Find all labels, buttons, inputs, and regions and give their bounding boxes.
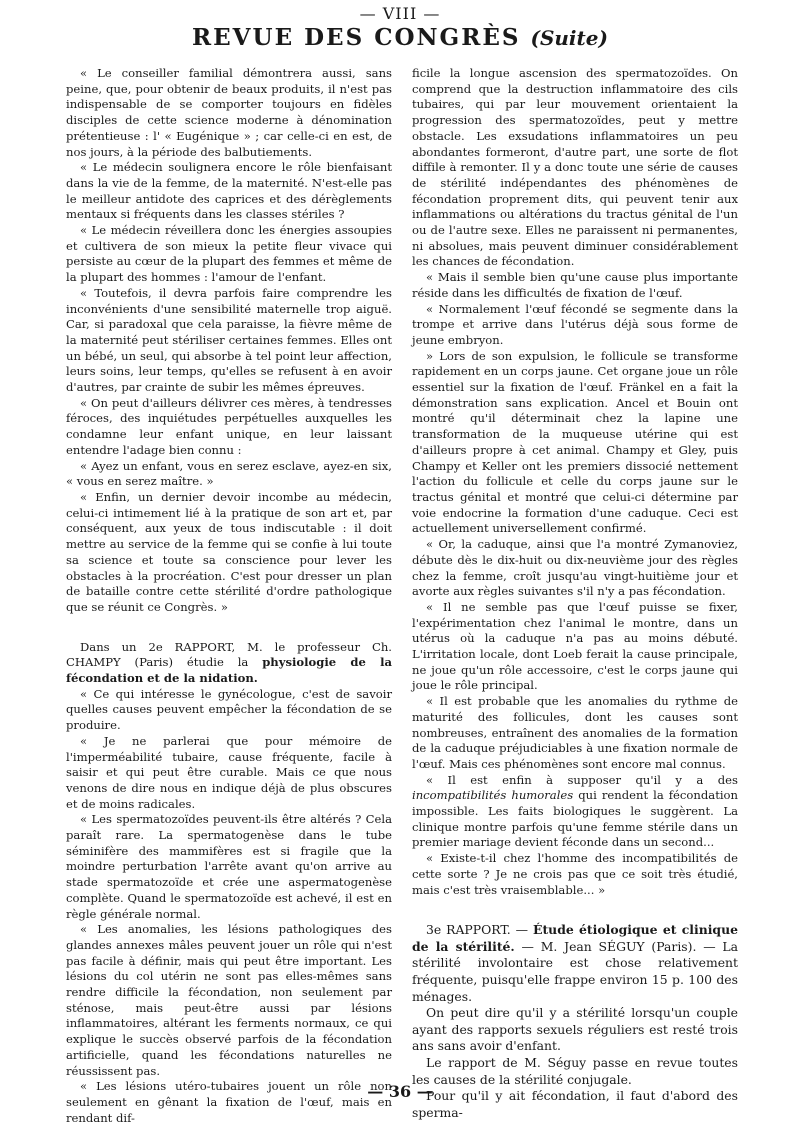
right-paragraph-9: « Existe-t-il chez l'homme des incompatibilités de cette sorte ? Je ne crois pas que ce soit très étudié, mais c'est très vraisemblable... »	[412, 851, 738, 897]
right-paragraph-11: On peut dire qu'il y a stérilité lorsqu'un couple ayant des rapports sexuels réguliers est resté trois ans sans avoir d'enfant.	[412, 1005, 738, 1054]
humoral-term: incompatibilités humorales	[412, 788, 574, 803]
left-paragraph-2: « Le médecin soulignera encore le rôle bienfaisant dans la vie de la femme, de la maternité. N'est-elle pas le meilleur antidote des caprices et des dérèglements mentaux si fréquents dans les classes stériles ?	[66, 160, 392, 222]
page-roman-numeral: — VIII —	[359, 4, 441, 23]
page-title	[0, 24, 800, 51]
second-report-intro	[66, 640, 392, 687]
left-paragraph-1: « Le conseiller familial démontrera aussi, sans peine, que, pour obtenir de beaux produits, il n'est pas indispensable de se comporter toujours en fidèles disciples de cette science moderne à dénomination prétentieuse : l' « Eugénique » ; car celle-ci en est, de nos jours, à la période des balbutiements.	[66, 66, 392, 159]
left-paragraph-5: « On peut d'ailleurs délivrer ces mères, à tendresses féroces, des inquiétudes perpétuelles auxquelles les condamne leur enfant unique, en leur laissant entendre l'adage bien connu :	[66, 395, 392, 457]
humoral-lead: « Il est enfin à supposer qu'il y a des	[426, 772, 738, 787]
third-report-topic: Étude étiologique et clinique de la stérilité.	[412, 922, 738, 954]
third-report-tail: — M. Jean SÉGUY (Paris). — La stérilité involontaire est chose relativement fréquente, puisqu'elle frappe environ 15 p. 100 des ménages.	[412, 938, 738, 1004]
right-paragraph-7: « Il est probable que les anomalies du rythme de maturité des follicules, dont les causes sont nombreuses, entraînent des anomalies de la formation de la caduque préjudiciables à une fixation normale de l'œuf. Mais ces phénomènes sont encore mal connus.	[412, 694, 738, 771]
right-paragraph-1: ficile la longue ascension des spermatozoïdes. On comprend que la destruction inflammatoire des cils tubaires, qui par leur mouvement orientaient la progression des spermatozoïdes, peut y mettre obstacle. Les exsudations inflammatoires un peu abondantes formeront, d'autre part, une sorte de flot diffile à remonter. Il y a donc toute une série de causes de stérilité indépendantes des phénomènes de fécondation proprement dits, qui peuvent tenir aux inflammations ou altérations du tractus génital de l'un ou de l'autre sexe. Elles ne paraissent ni permanentes, ni absolues, mais peuvent diminuer considérablement les chances de fécondation.	[412, 66, 738, 269]
left-paragraph-12: « Les anomalies, les lésions pathologiques des glandes annexes mâles peuvent jouer un rôle qui n'est pas facile à définir, mais qui peut être important. Les lésions du col utérin ne sont pas elles-mêmes sans rendre difficile la fécondation, non seulement par sténose, mais peut-être aussi par lésions inflammatoires, altérant les ferments normaux, ce qui explique le succès observé parfois de la fécondation artificielle, quand les fécondations naturelles ne réussissent pas.	[66, 922, 392, 1078]
left-paragraph-3: « Le médecin réveillera donc les énergies assoupies et cultivera de son mieux la petite fleur vivace qui persiste au cœur de la plupart des femmes et même de la plupart des hommes : l'amour de l'enfant.	[66, 223, 392, 285]
page-number: — 36 —	[367, 1082, 433, 1101]
right-paragraph-6: « Il ne semble pas que l'œuf puisse se fixer, l'expérimentation chez l'animal le montre, dans un utérus où la caduque n'a pas au moins débuté. L'irritation locale, dont Loeb ferait la cause principale, ne joue qu'un rôle accessoire, c'est le corps jaune qui joue le rôle principal.	[412, 599, 738, 693]
right-column	[412, 66, 738, 1121]
right-paragraph-8	[412, 773, 738, 852]
right-paragraph-2: « Mais il semble bien qu'une cause plus importante réside dans les difficultés de fixation de l'œuf.	[412, 270, 738, 300]
second-report-topic: physiologie de la fécondation et de la nidation.	[66, 655, 393, 686]
right-paragraph-3: « Normalement l'œuf fécondé se segmente dans la trompe et arrive dans l'utérus déjà sous forme de jeune embryon.	[412, 301, 738, 347]
left-paragraph-6: « Ayez un enfant, vous en serez esclave, ayez-en six, « vous en serez maître. »	[66, 458, 392, 489]
humoral-tail: qui rendent la fécondation impossible. Les faits biologiques le suggèrent. La clinique montre parfois qu'une femme stérile dans un premier mariage devient féconde dans un second...	[412, 788, 739, 850]
third-report-lead: 3e RAPPORT. —	[426, 922, 529, 938]
left-paragraph-9: « Ce qui intéresse le gynécologue, c'est de savoir quelles causes peuvent empêcher la fécondation de se produire.	[66, 686, 392, 733]
second-report-lead: Dans un 2e RAPPORT, M. le professeur Ch. CHAMPY (Paris) étudie la	[66, 639, 392, 670]
left-paragraph-10: « Je ne parlerai que pour mémoire de l'imperméabilité tubaire, cause fréquente, facile à saisir et qui peut être curable. Mais ce que nous venons de dire nous en indique déjà de plus obscures et de moins radicales.	[66, 733, 392, 811]
title-suffix: (Suite)	[530, 26, 608, 50]
right-paragraph-13: Pour qu'il y ait fécondation, il faut d'abord des sperma-	[412, 1088, 738, 1120]
right-paragraph-4: » Lors de son expulsion, le follicule se transforme rapidement en un corps jaune. Cet organe joue un rôle essentiel sur la fixation de l'œuf. Fränkel en a fait la démonstration sans explication. Ancel et Bouin ont montré qu'il déterminait chez la lapine une transformation de la muqueuse utérine qui est d'ailleurs propre à cet animal. Champy et Gley, puis Champy et Keller ont les premiers dissocié nettement l'action du follicule et celle du corps jaune sur le tractus génital et montré que celui-ci détermine par voie endocrine la formation d'une caduque. Ceci est actuellement universellement confirmé.	[412, 348, 738, 536]
left-paragraph-11: « Les spermatozoïdes peuvent-ils être altérés ? Cela paraît rare. La spermatogenèse dans le tube séminifère des mammifères est si fragile que la moindre perturbation l'arrête avant qu'on arrive au stade spermatozoïde et crée une aspermatogenèse complète. Quand le spermatozoïde est achevé, il est en règle générale normal.	[66, 812, 392, 921]
title-text: REVUE DES CONGRÈS	[192, 24, 521, 51]
left-column	[66, 66, 392, 1126]
left-paragraph-7: « Enfin, un dernier devoir incombe au médecin, celui-ci intimement lié à la pratique de son art et, par conséquent, aux yeux de tous indiscutable : il doit mettre au service de la femme qui se confie à lui toute sa science et toute sa conscience pour lever les obstacles à la procréation. C'est pour dresser un plan de bataille contre cette stérilité d'ordre pathologique que se réunit ce Congrès. »	[66, 489, 392, 614]
third-report-intro	[412, 922, 738, 1005]
right-paragraph-12: Le rapport de M. Séguy passe en revue toutes les causes de la stérilité conjugale.	[412, 1055, 738, 1087]
left-paragraph-4: « Toutefois, il devra parfois faire comprendre les inconvénients d'une sensibilité maternelle trop aiguë. Car, si paradoxal que cela paraisse, la fièvre même de la maternité peut stériliser certaines femmes. Elles ont un bébé, un seul, qui absorbe à tel point leur affection, leurs soins, leur temps, qu'elles se refusent à en avoir d'autres, par crainte de subir les mêmes épreuves.	[66, 285, 392, 395]
left-paragraph-13: « Les lésions utéro-tubaires jouent un rôle non seulement en gênant la fixation de l'œuf, mais en rendant dif-	[66, 1079, 392, 1125]
right-paragraph-5: « Or, la caduque, ainsi que l'a montré Zymanoviez, débute dès le dix-huit ou dix-neuvième jour des règles chez la femme, croît jusqu'au vingt-huitième jour et avorte aux règles suivantes s'il n'y a pas fécondation.	[412, 537, 738, 599]
